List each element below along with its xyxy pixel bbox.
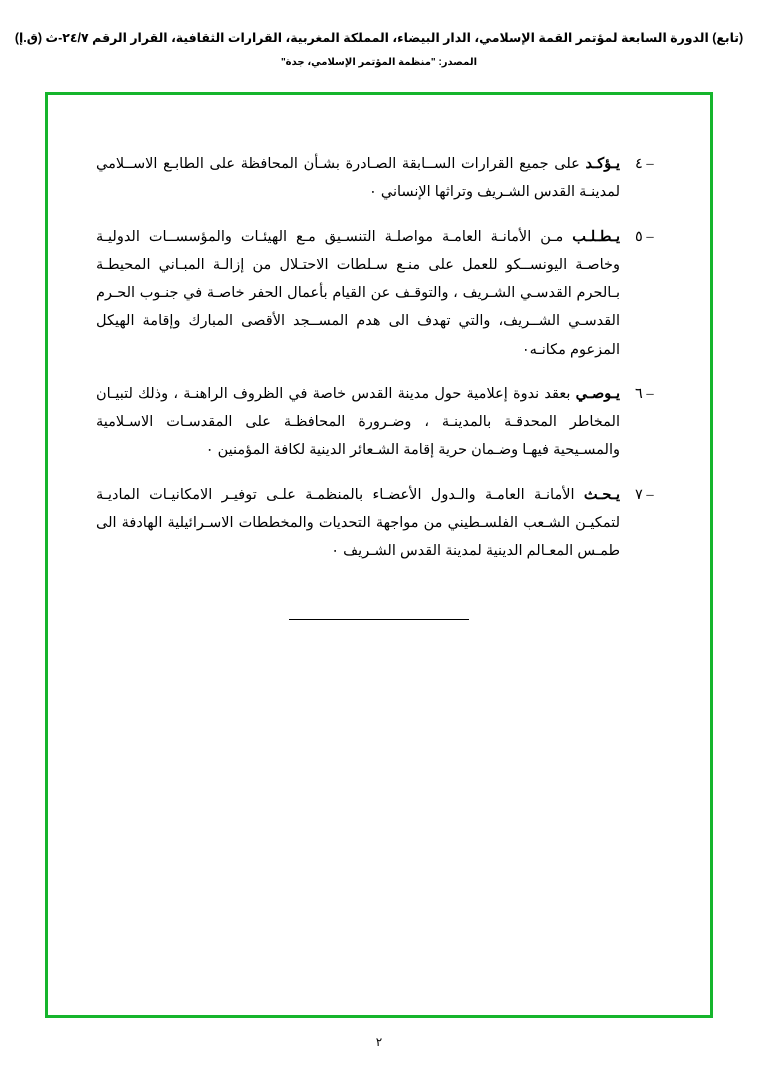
clause-dash: –	[646, 486, 654, 503]
clause-text	[96, 223, 620, 364]
header-source: المصدر: "منظمة المؤتمر الإسلامي، جدة"	[280, 57, 478, 69]
clause-rest-text: على جميع القرارات الســابقة الصـادرة بشـأن المحافظة على الطابـع الاســلامي لمدينـة القدس الشـريف وتراثها الإنساني ٠	[96, 156, 620, 201]
clause-dash: –	[646, 385, 654, 402]
clause-lead-word: يـوصـي	[575, 385, 620, 402]
green-border-frame	[45, 92, 713, 1018]
page-header	[0, 0, 758, 68]
clause-lead-word: يـطـلـب	[572, 228, 620, 245]
clause-item	[96, 150, 662, 207]
clause-lead-word: يـؤكـد	[585, 156, 620, 172]
clause-text	[96, 481, 620, 566]
clause-item	[96, 380, 662, 465]
clause-item	[96, 481, 662, 566]
clause-number: ٧	[635, 486, 643, 503]
clause-marker	[620, 150, 662, 178]
header-title: (تابع) الدورة السابعة لمؤتمر القمة الإسلامي، الدار البيضاء، المملكة المغربية، القرارات الثقافية، القرار الرقم ٢٤/٧-ث (ق.إ)	[14, 31, 744, 45]
clause-marker	[620, 380, 662, 408]
clause-rest-text: الأمانـة العامـة والـدول الأعضـاء بالمنظمـة علـى توفيـر الامكانيـات الماديـة لتمكيـن الشـعب الفلسـطيني من مواجهة التحديات والمخططات الاسـرائيلية الهادفة الى طمـس المعـالم الدينية لمدينة القدس الشـريف ٠	[96, 486, 620, 560]
clause-number: ٥	[635, 228, 643, 245]
clause-marker	[620, 223, 662, 251]
clause-text	[96, 380, 620, 465]
clause-lead-word: يـحـث	[583, 486, 620, 503]
clause-dash: –	[646, 156, 654, 172]
page-number: ٢	[375, 1035, 383, 1049]
clause-dash: –	[646, 228, 654, 245]
section-separator	[96, 607, 662, 625]
clause-number: ٦	[635, 385, 643, 402]
document-body	[48, 95, 710, 625]
clause-item	[96, 223, 662, 364]
clause-rest-text: مـن الأمانـة العامـة مواصلـة التنسـيق مـع الهيئـات والمؤسســات الدوليـة وخاصـة اليونســكو للعمل على منـع سـلطات الاحتـلال من إزالـة المبـاني المحيطـة بـالحرم القدسـي الشـريف ، والتوقـف عن القيام بأعمال الحفر خاصـة في جنـوب الحـرم القدسـي الشــريف، والتي تهدف الى هدم المســجد الأقصى المبارك وإقامة الهيكل المزعوم مكانـه٠	[96, 228, 620, 358]
clause-rest-text: بعقد ندوة إعلامية حول مدينة القدس خاصة في الظروف الراهنـة ، وذلك لتبيـان المخاطر المحدقـة بالمدينـة ، وضـرورة المحافظـة على المقدسـات الاسـلامية والمسـيحية فيهـا وضـمان حرية إقامة الشـعائر الدينية لكافة المؤمنين ٠	[96, 385, 620, 459]
clause-marker	[620, 481, 662, 509]
clause-number: ٤	[635, 156, 643, 172]
clause-text	[96, 150, 620, 207]
page-footer	[0, 1035, 758, 1050]
horizontal-rule	[289, 619, 469, 620]
